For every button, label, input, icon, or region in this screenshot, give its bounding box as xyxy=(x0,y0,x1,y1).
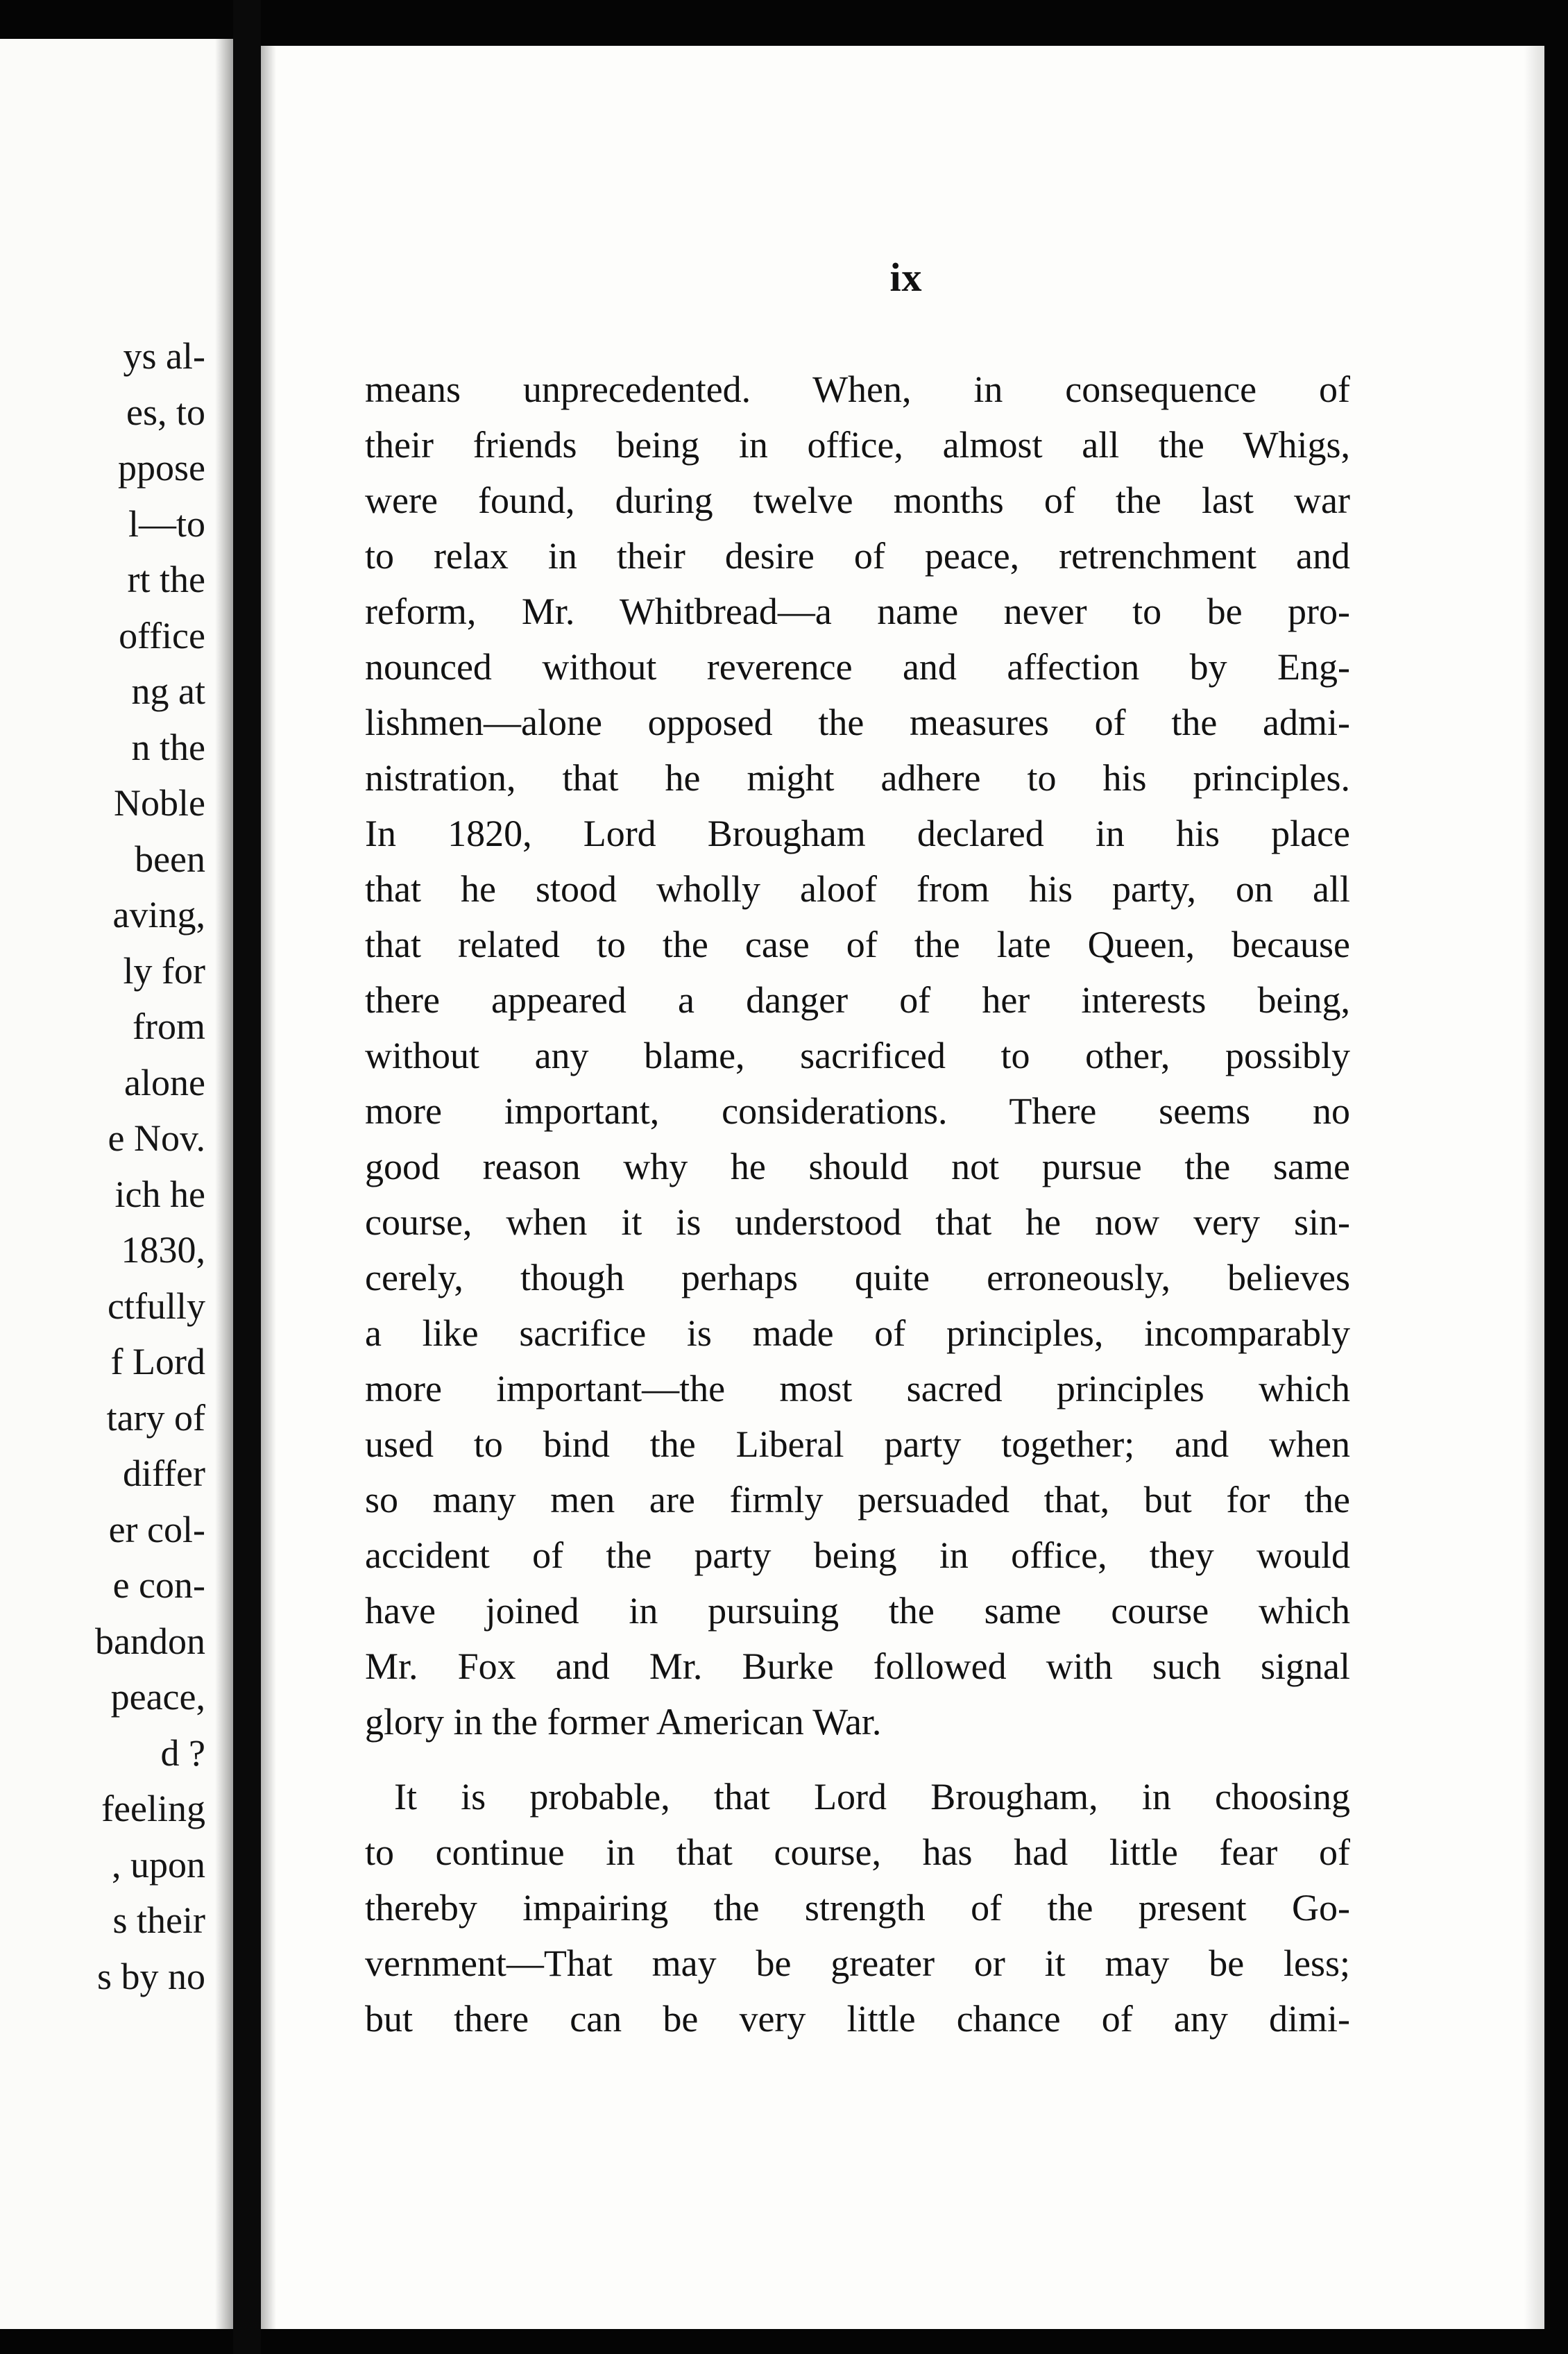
left-page-line: n the xyxy=(131,726,205,768)
text-line: but there can be very little chance of any dimi- xyxy=(365,1998,1350,2040)
left-page-line: ng at xyxy=(131,670,205,712)
left-page-line: ly for xyxy=(123,949,205,992)
text-line: accident of the party being in office, they would xyxy=(365,1534,1350,1576)
text-line: lishmen—alone opposed the measures of the admi- xyxy=(365,702,1350,743)
left-page-line: d ? xyxy=(160,1731,205,1774)
text-line: that related to the case of the late Queen, because xyxy=(365,924,1350,965)
text-line: nounced without reverence and affection by Eng- xyxy=(365,646,1350,688)
text-line: thereby impairing the strength of the present Go- xyxy=(365,1887,1350,1929)
left-page-line: feeling xyxy=(101,1788,205,1829)
left-page-line: office xyxy=(119,614,205,657)
left-page-line: 1830, xyxy=(121,1229,205,1271)
text-line: nistration, that he might adhere to his principles. xyxy=(365,757,1350,799)
text-line: so many men are firmly persuaded that, but for the xyxy=(365,1479,1350,1521)
left-page-line: s by no xyxy=(96,1955,205,1997)
text-line: more important—the most sacred principles which xyxy=(365,1368,1350,1409)
text-line: that he stood wholly aloof from his party, on all xyxy=(365,868,1350,910)
text-line: without any blame, sacrificed to other, possibly xyxy=(365,1035,1350,1076)
left-page-line: aving, xyxy=(112,894,205,935)
left-page-line: ppose xyxy=(118,447,205,489)
paragraph xyxy=(365,1769,1350,2047)
left-page-line: peace, xyxy=(110,1676,205,1718)
text-line: In 1820, Lord Brougham declared in his place xyxy=(365,813,1350,854)
text-line: more important, considerations. There seems no xyxy=(365,1090,1350,1132)
text-line: glory in the former American War. xyxy=(365,1701,882,1743)
text-line: used to bind the Liberal party together; and when xyxy=(365,1423,1350,1465)
left-page-line: , upon xyxy=(112,1843,205,1886)
text-line: Mr. Fox and Mr. Burke followed with such signal xyxy=(365,1645,1350,1687)
paragraph xyxy=(365,362,1350,1750)
page-number: ix xyxy=(889,255,923,300)
text-line: have joined in pursuing the same course which xyxy=(365,1590,1350,1632)
left-page-line: bandon xyxy=(95,1620,205,1662)
right-page xyxy=(261,46,1544,2329)
text-line: their friends being in office, almost all the Whigs, xyxy=(365,424,1350,466)
left-page-line: from xyxy=(133,1006,205,1047)
left-page-line: alone xyxy=(124,1061,205,1103)
left-page-line: ys al- xyxy=(123,335,205,377)
text-line: vernment—That may be greater or it may be less; xyxy=(365,1942,1350,1984)
left-page-line: rt the xyxy=(127,559,205,600)
left-facing-page xyxy=(0,39,233,2329)
text-line: there appeared a danger of her interests being, xyxy=(365,979,1350,1021)
left-page-line: ctfully xyxy=(108,1285,205,1327)
text-line: to relax in their desire of peace, retrenchment and xyxy=(365,535,1350,577)
gutter-shadow xyxy=(215,39,233,2329)
left-page-line: been xyxy=(135,838,205,880)
page-edge-shadow xyxy=(261,46,276,2329)
left-page-line: e Nov. xyxy=(108,1117,205,1159)
left-page-line: ich he xyxy=(114,1173,205,1215)
text-line: course, when it is understood that he now very sin- xyxy=(365,1201,1350,1243)
page-right-edge xyxy=(1524,46,1544,2329)
left-page-line: f Lord xyxy=(110,1341,205,1382)
left-page-line: tary of xyxy=(106,1396,205,1439)
text-line: good reason why he should not pursue the same xyxy=(365,1146,1350,1187)
left-page-line: l—to xyxy=(128,502,205,545)
text-line: It is probable, that Lord Brougham, in choosing xyxy=(394,1776,1350,1818)
text-line: reform, Mr. Whitbread—a name never to be pro- xyxy=(365,591,1350,632)
left-page-line: s their xyxy=(112,1899,205,1941)
left-page-line: er col- xyxy=(108,1508,205,1550)
text-line: means unprecedented. When, in consequence of xyxy=(365,369,1350,410)
left-page-line: es, to xyxy=(126,391,205,433)
text-line: were found, during twelve months of the last war xyxy=(365,480,1350,521)
text-line: a like sacrifice is made of principles, incomparably xyxy=(365,1312,1350,1354)
left-page-line: differ xyxy=(123,1453,205,1494)
paragraph-gap xyxy=(365,1750,1350,1769)
text-line: cerely, though perhaps quite erroneously, believes xyxy=(365,1257,1350,1298)
text-line: to continue in that course, has had little fear of xyxy=(365,1831,1350,1873)
book-spine-gap xyxy=(233,0,261,2354)
body-text xyxy=(365,362,1350,2047)
left-page-line: e con- xyxy=(112,1564,205,1606)
left-page-line: Noble xyxy=(114,782,205,824)
